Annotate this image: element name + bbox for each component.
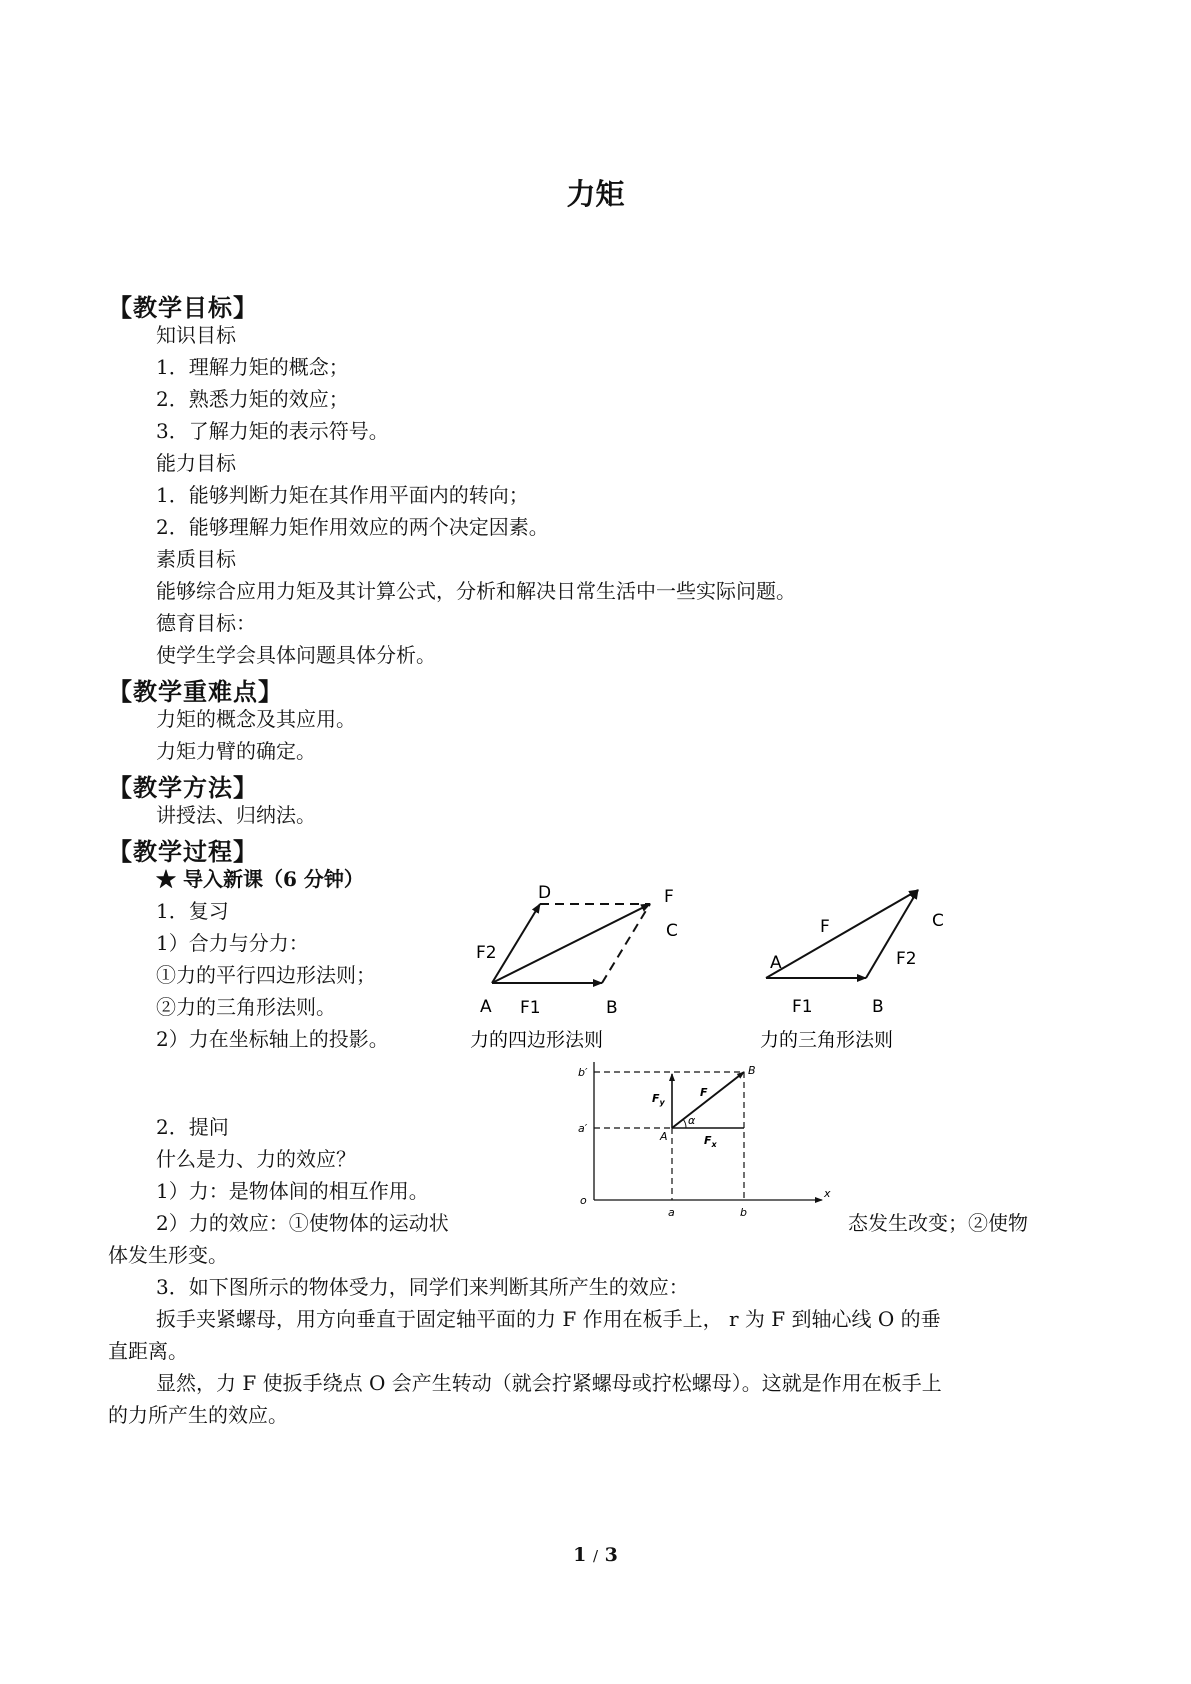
label-f2: F2 [476,943,497,963]
caption-triangle: 力的三角形法则 [760,1029,894,1051]
keypoint-2: 力矩力臂的确定。 [156,739,316,763]
alpha-arc [683,1119,686,1128]
section-heading-keypoints: 【教学重难点】 [108,678,283,706]
answer-effect-continued: 态发生改变；②使物 [848,1211,1028,1235]
label-b-axis: b [740,1206,747,1219]
ability-goal-2: 2．能够理解力矩作用效应的两个决定因素。 [156,515,549,539]
review-title: 1．复习 [156,899,229,923]
label-a: A [480,997,492,1017]
ability-goal-1: 1．能够判断力矩在其作用平面内的转向； [156,483,529,507]
review-item-1b: ②力的三角形法则。 [156,995,336,1019]
answer-force: 1）力：是物体间的相互作用。 [156,1179,429,1203]
label-bprime: b′ [578,1066,588,1079]
quality-goal-title: 素质目标 [156,547,236,571]
knowledge-goal-3: 3．了解力矩的表示符号。 [156,419,389,443]
method-1: 讲授法、归纳法。 [156,803,316,827]
label-f2: F2 [896,949,917,969]
label-f1: F1 [520,998,541,1018]
section-heading-process: 【教学过程】 [108,838,258,866]
label-point-b: B [748,1064,756,1077]
label-d: D [538,883,552,903]
label-aprime: a′ [578,1122,588,1135]
review-item-2: 2）力在坐标轴上的投影。 [156,1027,389,1051]
section-heading-methods: 【教学方法】 [108,774,258,802]
label-f1: F1 [792,997,813,1017]
projection-figure [572,1060,842,1230]
question-title: 2．提问 [156,1115,229,1139]
moral-goal-title: 德育目标： [156,611,256,635]
review-item-1: 1）合力与分力： [156,931,309,955]
wrench-paragraph-line2: 直距离。 [108,1339,188,1363]
label-o: o [580,1194,587,1207]
label-f: F [820,917,830,937]
knowledge-goal-2: 2．熟悉力矩的效应； [156,387,349,411]
moral-goal-1: 使学生学会具体问题具体分析。 [156,643,436,667]
label-alpha: α [688,1114,696,1127]
knowledge-goal-title: 知识目标 [156,323,236,347]
review-item-1a: ①力的平行四边形法则； [156,963,376,987]
knowledge-goal-1: 1．理解力矩的概念； [156,355,349,379]
wrench-paragraph-line1: 扳手夹紧螺母，用方向垂直于固定轴平面的力 F 作用在板手上， r 为 F 到轴心线 O 的垂 [156,1307,941,1331]
label-fy: $F_y$ [652,1092,665,1107]
label-b: B [606,998,618,1018]
label-fx: $F_x$ [704,1134,717,1149]
effect-paragraph-line2: 的力所产生的效应。 [108,1403,288,1427]
label-c: C [932,911,944,931]
label-a: A [770,953,782,973]
page-number: 1 / 3 [573,1544,618,1566]
keypoint-1: 力矩的概念及其应用。 [156,707,356,731]
page-title: 力矩 [566,177,625,211]
answer-effect-end: 体发生形变。 [108,1243,228,1267]
label-c: C [666,921,678,941]
parallelogram-figure [468,880,698,1060]
section-heading-goals: 【教学目标】 [108,294,258,322]
intro-heading: ★ 导入新课（6 分钟） [156,867,364,891]
effect-paragraph-line1: 显然，力 F 使扳手绕点 O 会产生转动（就会拧紧螺母或拧松螺母）。这就是作用在板手上 [156,1371,942,1395]
label-f: F [664,887,674,907]
label-x: x [824,1187,831,1200]
label-b: B [872,997,884,1017]
label-a-axis: a [668,1206,675,1219]
ability-goal-title: 能力目标 [156,451,236,475]
triangle-figure [754,880,954,1060]
label-f: F [700,1086,708,1099]
step-3-text: 3．如下图所示的物体受力，同学们来判断其所产生的效应： [156,1275,689,1299]
caption-parallelogram: 力的四边形法则 [470,1029,604,1051]
quality-goal-1: 能够综合应用力矩及其计算公式，分析和解决日常生活中一些实际问题。 [156,579,796,603]
label-point-a: A [660,1130,668,1143]
answer-effect-start: 2）力的效应：①使物体的运动状 [156,1211,449,1235]
question-text: 什么是力、力的效应？ [156,1147,356,1171]
f-vector [672,1072,744,1128]
